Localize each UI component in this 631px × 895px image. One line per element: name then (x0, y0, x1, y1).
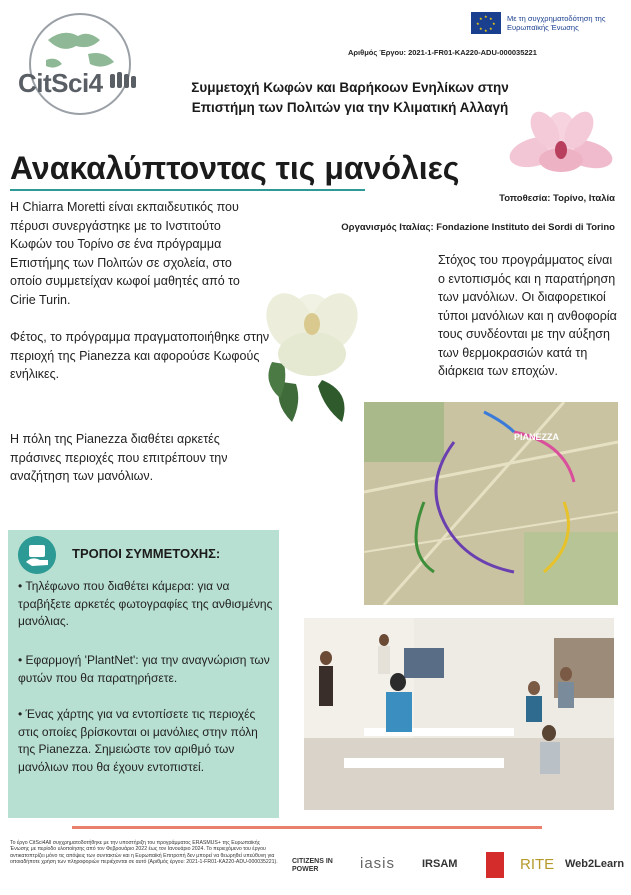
classroom-workshop-photo (304, 618, 614, 810)
organisation-label: Οργανισμός Ιταλίας: Fondazione Instituto dei Sordi di Torino (341, 222, 615, 233)
partner-logo-iasis: iasis (360, 855, 396, 872)
partner-logo-citizens-in-power: CITIZENS IN POWER (292, 858, 333, 873)
participation-title: ΤΡΟΠΟΙ ΣΥΜΜΕΤΟΧΗΣ: (72, 546, 221, 561)
title-underline (10, 189, 365, 191)
eu-funding-text: Με τη συγχρηματοδότηση της Ευρωπαϊκής Ένωσης (507, 14, 606, 32)
subtitle-line-1: Συμμετοχή Κωφών και Βαρήκοων Ενηλίκων στην (191, 80, 509, 95)
partner-logo-shield-icon (486, 852, 504, 878)
participation-item: • Τηλέφωνο που διαθέτει κάμερα: για να τραβήξετε αρκετές φωτογραφίες της ανθισμένης μανόλιας. (18, 579, 273, 628)
pianezza-paragraph: Φέτος, το πρόγραμμα πραγματοποιήθηκε στην περιοχή της Pianezza και αφορούσε Κωφούς ενήλικες. (10, 330, 270, 381)
subtitle-line-2: Επιστήμη των Πολιτών για την Κλιματική Αλλαγή (191, 100, 509, 115)
map-city-label: PIANEZZA (514, 432, 559, 442)
page-subtitle (170, 78, 530, 118)
partner-logo-web2learn: Web2Learn (565, 858, 625, 870)
pianezza-map-image (364, 402, 618, 605)
footer-disclaimer: Το έργο CitSci4All συγχρηματοδοτήθηκε με την υποστήριξη του προγράμματος ERASMUS+ της Ευρωπαϊκής Ένωσης με περίοδο υλοποίησης από τον Φεβρουάριο 2022 έως τον Ιανουάριο 2024. Το περιεχόμενο του έργου αντικατοπτρίζει μόνο τις απόψεις των συντακτών και η Ευρωπαϊκή Επιτροπή δεν μπορεί να θεωρηθεί υπεύθυνη για οποιαδήποτε χρήση των πληροφοριών περιέχονται σε αυτό (Αριθμός έργου: 2021-1-FR01-KA220-ADU-000035221). (10, 840, 278, 866)
white-magnolia-illustration (262, 262, 362, 432)
green-areas-paragraph: Η πόλη της Pianezza διαθέτει αρκετές πράσινες περιοχές που επιτρέπουν την αναζήτηση των μανόλιων. (10, 432, 228, 483)
participation-item: • Ένας χάρτης για να εντοπίσετε τις περιοχές στις οποίες βρίσκονται οι μανόλιες στην πόλη της Pianezza. Σημειώστε τον αριθμό των μανόλιων που θα έχουν εντοπιστεί. (18, 707, 258, 774)
magnolia-flower-illustration (505, 108, 617, 186)
page-title: Ανακαλύπτοντας τις μανόλιες (10, 150, 460, 186)
eu-funding-badge (471, 12, 617, 34)
footer-divider (72, 826, 542, 829)
intro-paragraph: Η Chiarra Moretti είναι εκπαιδευτικός που πέρυσι συνεργάστηκε με το Ινστιτούτο Κωφών του Τορίνο σε ένα πρόγραμμα Επιστήμης των Πολιτών σε σχολεία, στο οποίο συμμετείχαν κωφοί μαθητές από το Cirie Turin. (10, 200, 240, 307)
participation-item: • Εφαρμογή 'PlantNet': για την αναγνώριση των φυτών που θα παρατηρήσετε. (18, 653, 270, 685)
program-goal-paragraph: Στόχος του προγράμματος είναι ο εντοπισμός και η παρατήρηση των μανόλιων. Οι διαφορετικοί τύποι μανόλιων και η ανθοφορία τους συνδέονται με την αύξηση των θερμοκρασιών κατά τη διάρκεια των εποχών. (438, 253, 617, 378)
eu-flag-icon: ★ ★ ★ ★ ★ ★ ★ ★ (471, 12, 501, 34)
citsci-logo-globe (18, 10, 146, 118)
hand-phone-icon (18, 536, 56, 574)
partner-logo-irsam: IRSAM (422, 858, 458, 870)
citsci-logo-text: CitSci4 (18, 68, 103, 98)
location-label: Τοποθεσία: Τορίνο, Ιταλία (499, 193, 615, 204)
project-number: Αριθμός Έργου: 2021-1-FR01-KA220-ADU-000035221 (348, 48, 537, 57)
partner-logo-rite: RITE (520, 856, 555, 873)
